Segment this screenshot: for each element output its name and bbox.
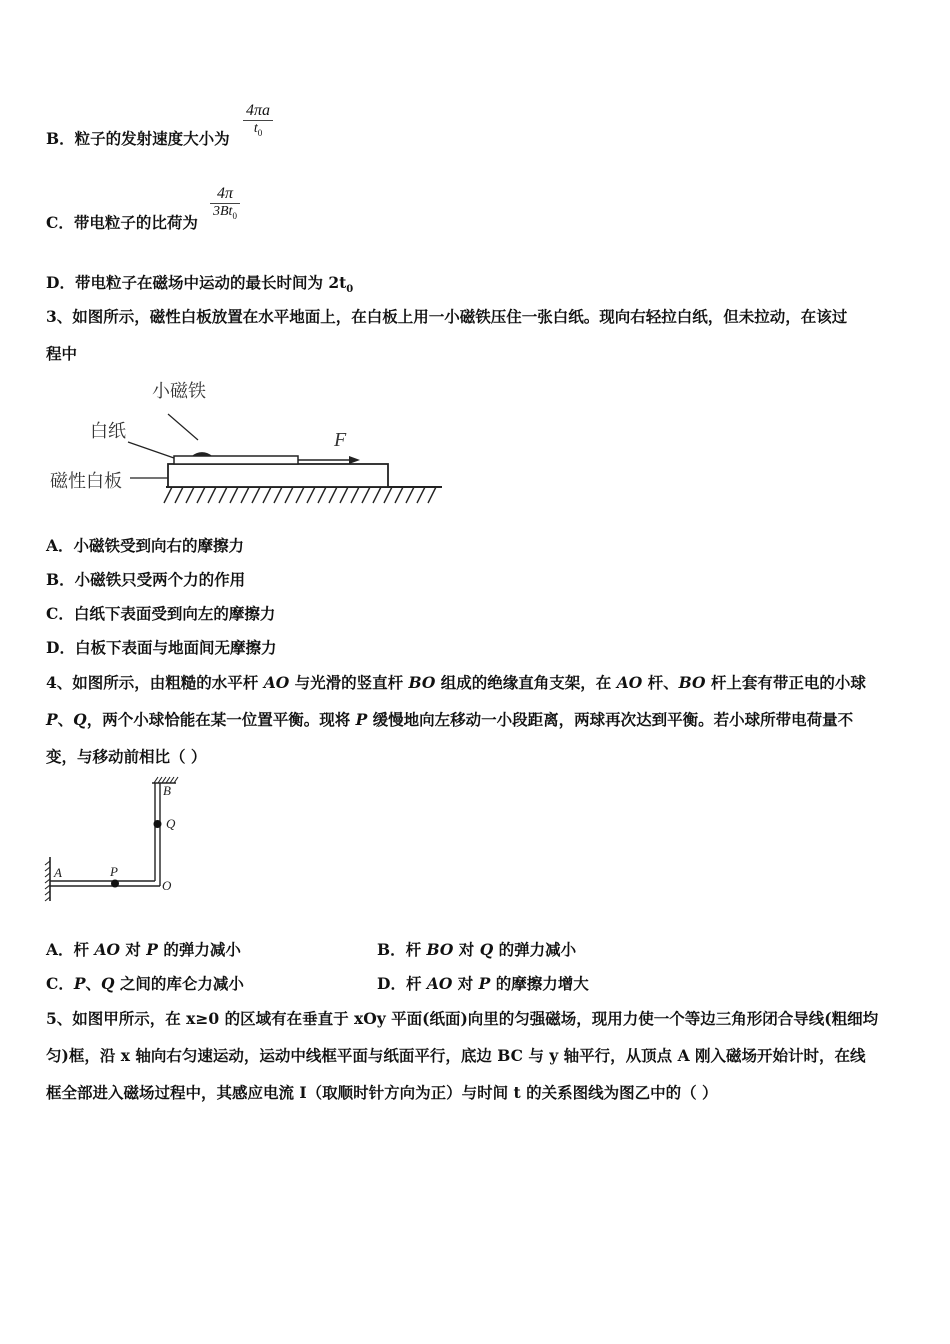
label-board: 磁性白板 (50, 471, 122, 492)
q5-stem-line2: 匀)框，沿 x 轴向右匀速运动，运动中线框平面与纸面平行，底边 BC 与 y 轴平行，从顶点 A 刚入磁场开始计时，在线 (46, 1046, 866, 1065)
fraction-denominator-sub: 0 (232, 210, 237, 221)
fraction-numerator: 4πa (246, 102, 271, 119)
q5-stem-line1: 5、如图甲所示，在 x≥0 的区域有在垂直于 xOy 平面(纸面)向里的匀强磁场，现用力使一个等边三角形闭合导线(粗细均 (46, 1009, 879, 1028)
fraction-numerator: 4π (216, 185, 233, 202)
q3-stem-line2: 程中 (46, 344, 78, 363)
whiteboard-shape (168, 464, 388, 487)
svg-text:O: O (162, 878, 172, 893)
ball-q (154, 820, 162, 828)
q2-option-d-text: D．带电粒子在磁场中运动的最长时间为 2t (46, 273, 347, 292)
q4-option-a: A．杆 AO 对 P 的弹力减小 (46, 940, 241, 959)
ball-p (111, 880, 119, 888)
svg-text:B: B (163, 783, 171, 798)
q4-option-c: C．P、Q 之间的库仑力减小 (46, 974, 244, 993)
q3-stem-line1: 3、如图所示，磁性白板放置在水平地面上，在白板上用一小磁铁压住一张白纸。现向右轻拉白纸，但未拉动，在该过 (46, 307, 848, 326)
q2-option-c-label: C．带电粒子的比荷为 (46, 213, 198, 232)
q4-option-b: B．杆 BO 对 Q 的弹力减小 (377, 940, 577, 959)
label-paper: 白纸 (90, 421, 126, 442)
q2-option-b-label: B．粒子的发射速度大小为 (46, 129, 230, 148)
q5-stem-line3: 框全部进入磁场过程中，其感应电流 I（取顺时针方向为正）与时间 t 的关系图线为图乙中的（ ） (46, 1083, 718, 1102)
q3-option-a: A．小磁铁受到向右的摩擦力 (46, 536, 245, 555)
svg-text:P: P (110, 864, 118, 879)
fraction-denominator: t (253, 121, 258, 136)
svg-text:A: A (54, 865, 62, 880)
q2-option-d-sub: 0 (346, 284, 354, 296)
magnet-shape (192, 452, 212, 456)
q2-option-c (46, 211, 198, 233)
q3-figure (46, 370, 446, 519)
q2-option-b (46, 127, 230, 149)
q3-option-b: B．小磁铁只受两个力的作用 (46, 570, 246, 589)
ground-hatching (164, 487, 436, 503)
q2-option-d (46, 271, 353, 295)
label-force: F (334, 429, 347, 451)
paper-shape (174, 456, 298, 464)
q3-option-c: C．白纸下表面受到向左的摩擦力 (46, 604, 276, 623)
q4-stem-line2: P、Q，两个小球恰能在某一位置平衡。现将 P 缓慢地向左移动一小段距离，两球再次达到平衡。若小球所带电荷量不 (46, 710, 854, 729)
q4-figure (44, 775, 194, 911)
label-magnet: 小磁铁 (152, 381, 206, 402)
q4-stem-line3: 变，与移动前相比（ ） (46, 747, 207, 766)
q4-option-d: D．杆 AO 对 P 的摩擦力增大 (377, 974, 589, 993)
q3-option-d: D．白板下表面与地面间无摩擦力 (46, 638, 277, 657)
q2-option-c-fraction (210, 185, 240, 221)
q4-stem-line1: 4、如图所示，由粗糙的水平杆 AO 与光滑的竖直杆 BO 组成的绝缘直角支架，在 AO 杆、BO 杆上套有带正电的小球 (46, 673, 866, 692)
q2-option-b-fraction (243, 102, 273, 138)
fraction-denominator: 3Bt (213, 204, 233, 219)
fraction-denominator-sub: 0 (257, 127, 263, 138)
svg-text:Q: Q (166, 816, 176, 831)
force-arrowhead (349, 456, 360, 464)
